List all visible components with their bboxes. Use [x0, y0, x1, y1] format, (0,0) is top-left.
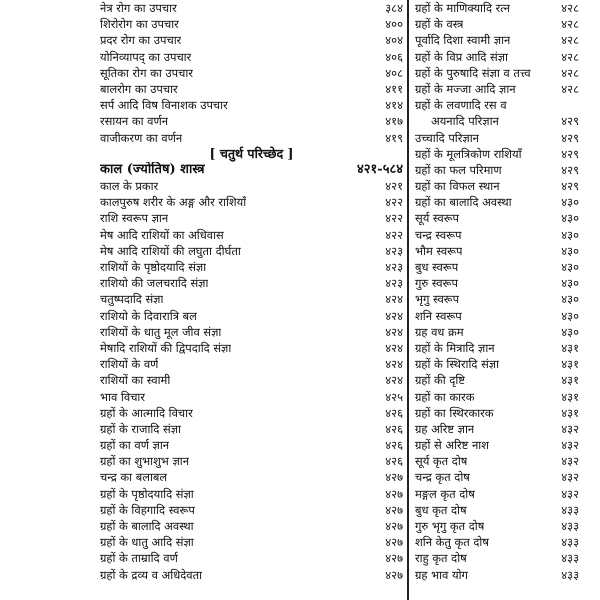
index-entry: [100, 469, 403, 485]
entry-page-number: ४३३: [561, 551, 579, 566]
entry-page-number: ४००: [385, 17, 403, 32]
column-divider: [407, 0, 409, 600]
entry-title: कालपुरुष शरीर के अङ्ग और राशियाँ: [100, 195, 247, 210]
entry-title: ग्रहों के आत्मादि विचार: [100, 405, 193, 420]
entry-page-number: ४२२: [385, 227, 403, 242]
entry-page-number: ४२८: [561, 49, 579, 64]
index-entry: [100, 49, 403, 65]
entry-title: ग्रह अरिष्ट ज्ञान: [415, 421, 475, 436]
entry-title: अयनादि परिज्ञान: [431, 114, 499, 129]
index-entry: [415, 486, 579, 502]
entry-title: ग्रहों के माणिक्यादि रत्न: [415, 1, 511, 15]
entry-page-number: ४२४: [385, 373, 403, 388]
entry-title: राशियों के धातु मूल जीव संज्ञा: [100, 324, 222, 339]
index-entry: [415, 308, 579, 324]
entry-page-number: ४३१: [561, 357, 579, 372]
entry-page-number: ४२७: [385, 535, 403, 550]
entry-page-number: ४३२: [561, 470, 579, 485]
entry-title: ग्रहों के राजादि संज्ञा: [100, 421, 181, 436]
entry-page-number: ३८४: [385, 1, 403, 15]
entry-page-number: ४२९: [561, 179, 579, 194]
entry-title: मेषादि राशियों की द्विपदादि संज्ञा: [100, 340, 232, 355]
entry-title: ग्रहों के विहगादि स्वरूप: [100, 502, 195, 517]
entry-page-number: ४३२: [561, 438, 579, 453]
index-entry: [415, 340, 579, 356]
entry-page-number: ४३०: [561, 276, 579, 291]
index-entry: [100, 437, 403, 453]
entry-page-number: ४२७: [385, 567, 403, 582]
entry-title: ग्रहों के ताम्रादि वर्ण: [100, 551, 178, 566]
entry-page-number: ४०६: [385, 49, 403, 64]
entry-title: ग्रहों के मज्जा आदि ज्ञान: [415, 81, 516, 96]
entry-page-number: ४३३: [561, 502, 579, 517]
index-entry: [100, 372, 403, 388]
entry-title: मेष आदि राशियों का अधिवास: [100, 227, 224, 242]
index-entry: [100, 16, 403, 32]
index-entry: [100, 162, 403, 178]
entry-page-number: ४२७: [385, 551, 403, 566]
entry-page-number: ४०४: [385, 33, 403, 48]
index-entry: [415, 65, 579, 81]
entry-title: ग्रहों के पुरुषादि संज्ञा व तत्त्व: [415, 65, 531, 80]
index-entry: [100, 194, 403, 210]
index-entry: [100, 502, 403, 518]
entry-page-number: ४३०: [561, 195, 579, 210]
entry-title: ग्रह भाव योग: [415, 567, 468, 582]
entry-title: भौम स्वरूप: [415, 243, 463, 258]
index-entry: [100, 405, 403, 421]
entry-title: उच्चादि परिज्ञान: [415, 130, 479, 145]
entry-page-number: ४११: [385, 81, 403, 96]
index-entry: [100, 550, 403, 566]
entry-title: योनिव्यापद् का उपचार: [100, 49, 192, 64]
entry-title: चन्द्र स्वरूप: [415, 227, 462, 242]
entry-page-number: ४३०: [561, 324, 579, 339]
entry-title: राशियों के वर्ण: [100, 357, 159, 372]
entry-title: ग्रहों के लवणादि रस व: [415, 98, 507, 113]
entry-page-number: ४१४: [385, 98, 403, 113]
index-entry: [100, 97, 403, 113]
entry-title: ग्रहों के वस्त्र: [415, 17, 464, 32]
entry-title: ग्रहों का फल परिमाण: [415, 162, 502, 177]
entry-title: ग्रहों के बालादि अवस्था: [100, 519, 194, 533]
entry-title: ग्रहों का शुभाशुभ ज्ञान: [100, 454, 190, 469]
index-entry: [100, 421, 403, 437]
index-entry: [415, 275, 579, 291]
index-entry: [415, 97, 579, 113]
index-entry: [100, 65, 403, 81]
index-entry: [100, 534, 403, 550]
entry-page-number: ४२७: [385, 486, 403, 501]
entry-title: ग्रहों का बालादि अवस्था: [415, 195, 512, 210]
entry-title: सूर्य स्वरूप: [415, 211, 460, 226]
index-entry: [415, 291, 579, 307]
index-entry: [100, 259, 403, 275]
index-entry: [100, 389, 403, 405]
entry-page-number: ४३१: [561, 389, 579, 404]
entry-page-number: ४३२: [561, 486, 579, 501]
index-entry: [100, 81, 403, 97]
entry-title: भृगु स्वरूप: [415, 292, 460, 307]
entry-title: ग्रहों के विप्र आदि संज्ञा: [415, 49, 509, 64]
entry-title: मेष आदि राशियों की लघुता दीर्घता: [100, 243, 241, 258]
entry-page-number: ४३०: [561, 292, 579, 307]
entry-title: सूर्य कृत दोष: [415, 454, 468, 469]
entry-page-number: ४२८: [561, 33, 579, 48]
entry-page-number: ४२६: [385, 438, 403, 453]
entry-title: शनि स्वरूप: [415, 308, 462, 323]
index-entry: [415, 567, 579, 583]
entry-title: गुरु भृगु कृत दोष: [415, 519, 485, 533]
entry-title: ग्रहों के मूलत्रिकोण राशियाँ: [415, 146, 522, 161]
index-entry: [100, 178, 403, 194]
index-entry: [415, 389, 579, 405]
index-entry: [415, 16, 579, 32]
index-entry: [100, 291, 403, 307]
entry-page-number: ४२३: [385, 260, 403, 274]
entry-title: ग्रहों की दृष्टि: [415, 373, 466, 388]
index-entry: [415, 405, 579, 421]
index-entry: [415, 453, 579, 469]
index-entry: [100, 243, 403, 259]
entry-title: ग्रहों के द्रव्य व अधिदेवता: [100, 567, 203, 582]
index-entry: [100, 32, 403, 48]
index-entry: [415, 146, 579, 162]
entry-page-number: ४२६: [385, 421, 403, 436]
entry-title: गुरु स्वरूप: [415, 276, 458, 291]
entry-page-number: ४२५: [385, 389, 403, 404]
index-entry: [415, 324, 579, 340]
index-entry: [415, 162, 579, 178]
index-entry: [415, 259, 579, 275]
entry-page-number: ४३१: [561, 373, 579, 388]
index-entry: [100, 340, 403, 356]
entry-page-number: ४३२: [561, 421, 579, 436]
index-entry: [415, 32, 579, 48]
entry-page-number: ४१७: [385, 114, 403, 129]
entry-page-number: ४०८: [385, 65, 403, 80]
entry-page-number: ४३०: [561, 260, 579, 274]
entry-title: सर्प आदि विष विनाशक उपचार: [100, 98, 228, 113]
entry-title: वाजीकरण का वर्णन: [100, 130, 183, 145]
entry-page-number: ४२८: [561, 65, 579, 80]
index-entry: [100, 210, 403, 226]
index-entry: [100, 0, 403, 16]
entry-page-number: ४२२: [385, 211, 403, 226]
entry-page-number: ४३०: [561, 211, 579, 226]
entry-page-number: ४२१-५८४: [357, 161, 403, 177]
entry-title: रसायन का वर्णन: [100, 114, 169, 129]
entry-title: राशियो के दिवारात्रि बल: [100, 308, 197, 323]
index-entry: [415, 356, 579, 372]
index-entry: [100, 227, 403, 243]
index-entry: [415, 210, 579, 226]
entry-page-number: ४३१: [561, 340, 579, 355]
entry-page-number: ४२४: [385, 357, 403, 372]
entry-page-number: ४२४: [385, 292, 403, 307]
entry-title: बुध स्वरूप: [415, 260, 459, 274]
index-entry: [415, 194, 579, 210]
entry-page-number: ४३३: [561, 567, 579, 582]
entry-title: ग्रह वध क्रम: [415, 324, 464, 339]
index-entry: [415, 469, 579, 485]
index-entry: [415, 49, 579, 65]
entry-page-number: ४२९: [561, 114, 579, 129]
index-entry: [415, 534, 579, 550]
entry-title: काल के प्रकार: [100, 179, 159, 194]
entry-page-number: ४२७: [385, 519, 403, 533]
entry-title: प्रदर रोग का उपचार: [100, 33, 182, 48]
left-index-column: [100, 0, 403, 583]
index-entry: [415, 243, 579, 259]
entry-page-number: ४३०: [561, 243, 579, 258]
entry-title: मङ्गल कृत दोष: [415, 486, 475, 501]
index-entry: [415, 81, 579, 97]
entry-page-number: ४२७: [385, 470, 403, 485]
entry-page-number: ४३१: [561, 405, 579, 420]
entry-page-number: ४२९: [561, 162, 579, 177]
index-entry: [100, 567, 403, 583]
index-entry: [100, 324, 403, 340]
index-entry: [415, 437, 579, 453]
entry-page-number: ४२९: [561, 146, 579, 161]
chapter-heading: [ चतुर्थ परिच्छेद ]: [209, 145, 294, 161]
entry-title: सूतिका रोग का उपचार: [100, 65, 193, 80]
entry-title: बुध कृत दोष: [415, 502, 467, 517]
entry-title: पूर्वादि दिशा स्वामी ज्ञान: [415, 33, 511, 48]
entry-page-number: ४३३: [561, 535, 579, 550]
entry-page-number: ४३०: [561, 227, 579, 242]
index-entry: [415, 518, 579, 534]
index-entry: [415, 421, 579, 437]
entry-title: राहु कृत दोष: [415, 551, 467, 566]
index-entry: [100, 113, 403, 129]
entry-page-number: ४३०: [561, 308, 579, 323]
entry-title: नेत्र रोग का उपचार: [100, 1, 177, 15]
index-entry: [100, 130, 403, 146]
entry-title: ग्रहों का वर्ण ज्ञान: [100, 438, 170, 453]
entry-page-number: ४१९: [385, 130, 403, 145]
index-entry: [415, 0, 579, 16]
entry-title: शिरोरोग का उपचार: [100, 17, 179, 32]
entry-title: चतुष्पदादि संज्ञा: [100, 292, 164, 307]
index-entry: [100, 518, 403, 534]
entry-page-number: ४२८: [561, 1, 579, 15]
entry-page-number: ४२६: [385, 405, 403, 420]
index-entry: [415, 130, 579, 146]
index-entry: [415, 113, 579, 129]
entry-page-number: ४२८: [561, 81, 579, 96]
entry-title: काल (ज्योतिष) शास्त्र: [100, 161, 205, 177]
entry-page-number: ४२४: [385, 340, 403, 355]
entry-page-number: ४२३: [385, 276, 403, 291]
entry-title: ग्रहों के पृष्ठोदयादि संज्ञा: [100, 486, 194, 501]
entry-title: ग्रहों का कारक: [415, 389, 475, 404]
entry-page-number: ४२८: [561, 17, 579, 32]
index-entry: [415, 372, 579, 388]
entry-page-number: ४३२: [561, 454, 579, 469]
entry-title: चन्द्र कृत दोष: [415, 470, 470, 485]
entry-title: राशियों का स्वामी: [100, 373, 171, 388]
index-entry: [415, 502, 579, 518]
entry-page-number: ४२४: [385, 308, 403, 323]
index-entry: [415, 178, 579, 194]
entry-page-number: ४२६: [385, 454, 403, 469]
entry-title: राशियो की जलचरादि संज्ञा: [100, 276, 209, 291]
entry-title: राशि स्वरूप ज्ञान: [100, 211, 169, 226]
entry-title: भाव विचार: [100, 389, 146, 404]
entry-page-number: ४२७: [385, 502, 403, 517]
entry-page-number: ४२९: [561, 130, 579, 145]
entry-page-number: ४३३: [561, 519, 579, 533]
entry-title: ग्रहों के धातु आदि संज्ञा: [100, 535, 194, 550]
index-entry: [415, 550, 579, 566]
right-index-column: [415, 0, 579, 583]
index-entry: [100, 453, 403, 469]
entry-title: ग्रहों के स्थिरादि संज्ञा: [415, 357, 500, 372]
index-entry: [100, 356, 403, 372]
entry-title: ग्रहों का विफल स्थान: [415, 179, 500, 194]
entry-title: चन्द्र का बलाबल: [100, 470, 168, 485]
entry-title: ग्रहों का स्थिरकारक: [415, 405, 494, 420]
entry-title: राशियों के पृष्ठोदयादि संज्ञा: [100, 260, 207, 274]
entry-title: बालरोग का उपचार: [100, 81, 178, 96]
entry-page-number: ४२४: [385, 324, 403, 339]
entry-title: ग्रहों के मित्रादि ज्ञान: [415, 340, 495, 355]
entry-page-number: ४२३: [385, 243, 403, 258]
entry-title: ग्रहों से अरिष्ट नाश: [415, 438, 489, 453]
entry-title: शनि केतु कृत दोष: [415, 535, 489, 550]
index-entry: [415, 227, 579, 243]
index-entry: [100, 486, 403, 502]
entry-page-number: ४२२: [385, 195, 403, 210]
entry-page-number: ४२१: [385, 179, 403, 194]
index-entry: [100, 308, 403, 324]
index-entry: [100, 275, 403, 291]
